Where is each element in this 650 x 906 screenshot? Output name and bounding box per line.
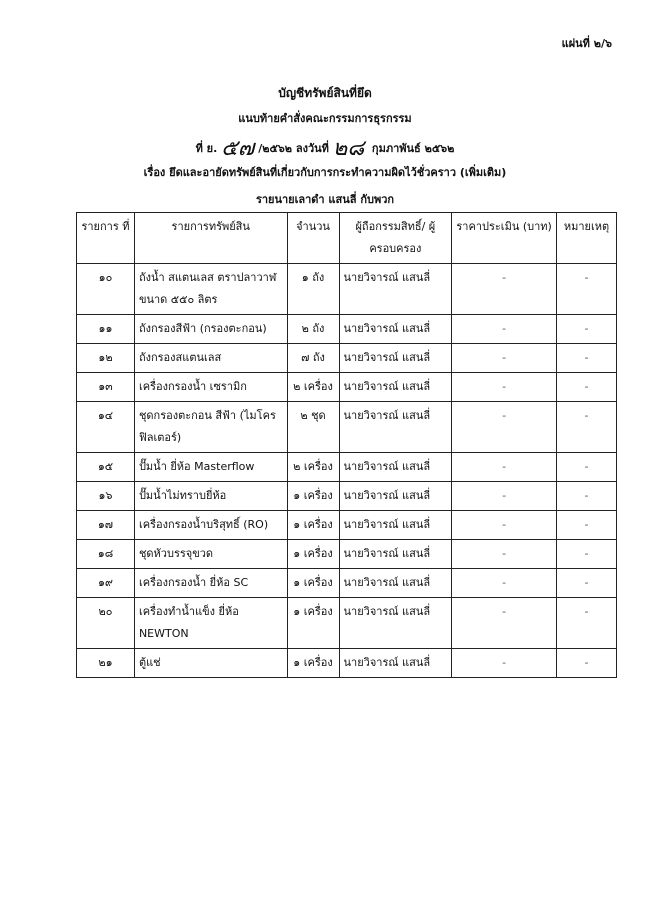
order-year: /๒๕๖๒ ลงวันที่	[258, 142, 329, 155]
cell-item: ชุดกรองตะกอน สีฟ้า (ไมโครฟิลเตอร์)	[134, 402, 287, 453]
cell-note: -	[556, 373, 616, 402]
order-prefix: ที่ ย.	[195, 142, 218, 155]
table-row	[77, 598, 617, 649]
cell-qty: ๑ ถัง	[287, 264, 339, 315]
cell-price: -	[452, 482, 557, 511]
cell-owner: นายวิจารณ์ แสนลี่	[339, 569, 452, 598]
cell-qty: ๒ ชุด	[287, 402, 339, 453]
cell-price: -	[452, 511, 557, 540]
cell-note: -	[556, 453, 616, 482]
cell-note: -	[556, 649, 616, 678]
cell-owner: นายวิจารณ์ แสนลี่	[339, 482, 452, 511]
table-row	[77, 264, 617, 315]
cell-owner: นายวิจารณ์ แสนลี่	[339, 453, 452, 482]
cell-item: ถังกรองสแตนเลส	[134, 344, 287, 373]
table-row	[77, 649, 617, 678]
cell-qty: ๑ เครื่อง	[287, 569, 339, 598]
cell-note: -	[556, 482, 616, 511]
cell-no: ๑๖	[77, 482, 135, 511]
cell-no: ๒๑	[77, 649, 135, 678]
cell-price: -	[452, 598, 557, 649]
table-row	[77, 540, 617, 569]
header-note: หมายเหตุ	[556, 213, 616, 264]
header-owner: ผู้ถือกรรมสิทธิ์/ ผู้ครอบครอง	[339, 213, 452, 264]
cell-price: -	[452, 344, 557, 373]
cell-qty: ๑ เครื่อง	[287, 540, 339, 569]
cell-no: ๑๔	[77, 402, 135, 453]
table-row	[77, 373, 617, 402]
header-price: ราคาประเมิน (บาท)	[452, 213, 557, 264]
document-subject: เรื่อง ยึดและอายัดทรัพย์สินที่เกี่ยวกับการกระทำความผิดไว้ชั่วคราว (เพิ่มเติม)	[143, 166, 507, 179]
cell-owner: นายวิจารณ์ แสนลี่	[339, 344, 452, 373]
cell-qty: ๗ ถัง	[287, 344, 339, 373]
cell-note: -	[556, 511, 616, 540]
cell-owner: นายวิจารณ์ แสนลี่	[339, 598, 452, 649]
cell-owner: นายวิจารณ์ แสนลี่	[339, 649, 452, 678]
cell-qty: ๑ เครื่อง	[287, 511, 339, 540]
header-qty: จำนวน	[287, 213, 339, 264]
cell-item: ชุดหัวบรรจุขวด	[134, 540, 287, 569]
cell-item: ปั๊มน้ำ ยี่ห้อ Masterflow	[134, 453, 287, 482]
cell-item: เครื่องกรองน้ำ เซรามิก	[134, 373, 287, 402]
cell-qty: ๑ เครื่อง	[287, 482, 339, 511]
cell-note: -	[556, 315, 616, 344]
cell-qty: ๒ เครื่อง	[287, 373, 339, 402]
cell-no: ๑๑	[77, 315, 135, 344]
cell-price: -	[452, 569, 557, 598]
cell-owner: นายวิจารณ์ แสนลี่	[339, 402, 452, 453]
document-title: บัญชีทรัพย์สินที่ยึด	[278, 86, 372, 100]
cell-qty: ๑ เครื่อง	[287, 598, 339, 649]
cell-no: ๑๓	[77, 373, 135, 402]
cell-item: ปั๊มน้ำไม่ทราบยี่ห้อ	[134, 482, 287, 511]
table-row	[77, 482, 617, 511]
assets-table	[76, 212, 617, 678]
cell-no: ๑๕	[77, 453, 135, 482]
cell-no: ๑๙	[77, 569, 135, 598]
cell-owner: นายวิจารณ์ แสนลี่	[339, 540, 452, 569]
cell-note: -	[556, 598, 616, 649]
cell-note: -	[556, 402, 616, 453]
table-row	[77, 453, 617, 482]
cell-qty: ๑ เครื่อง	[287, 649, 339, 678]
table-row	[77, 511, 617, 540]
cell-owner: นายวิจารณ์ แสนลี่	[339, 315, 452, 344]
order-number-handwritten: ๕๗	[221, 136, 255, 161]
cell-note: -	[556, 540, 616, 569]
cell-price: -	[452, 453, 557, 482]
order-day-handwritten: ๒๘	[332, 136, 365, 161]
cell-note: -	[556, 344, 616, 373]
cell-item: ถังกรองสีฟ้า (กรองตะกอน)	[134, 315, 287, 344]
cell-no: ๒๐	[77, 598, 135, 649]
cell-item: ตู้แช่	[134, 649, 287, 678]
cell-no: ๑๗	[77, 511, 135, 540]
table-row	[77, 569, 617, 598]
cell-no: ๑๘	[77, 540, 135, 569]
cell-qty: ๒ ถัง	[287, 315, 339, 344]
order-line	[0, 130, 650, 165]
header-no: รายการ ที่	[77, 213, 135, 264]
cell-no: ๑๐	[77, 264, 135, 315]
page-number: แผ่นที่ ๒/๖	[561, 37, 612, 50]
header-item: รายการทรัพย์สิน	[134, 213, 287, 264]
cell-note: -	[556, 264, 616, 315]
cell-price: -	[452, 264, 557, 315]
cell-price: -	[452, 315, 557, 344]
cell-price: -	[452, 402, 557, 453]
cell-no: ๑๒	[77, 344, 135, 373]
table-row	[77, 344, 617, 373]
order-month-year: กุมภาพันธ์ ๒๕๖๒	[371, 142, 455, 155]
table-row	[77, 402, 617, 453]
cell-qty: ๒ เครื่อง	[287, 453, 339, 482]
document-subtitle: แนบท้ายคำสั่งคณะกรรมการธุรกรรม	[238, 112, 412, 125]
list-name: รายนายเลาดำ แสนลี่ กับพวก	[255, 193, 395, 206]
cell-item: ถังน้ำ สแตนเลส ตราปลาวาฬ ขนาด ๕๕๐ ลิตร	[134, 264, 287, 315]
cell-price: -	[452, 373, 557, 402]
cell-price: -	[452, 649, 557, 678]
cell-owner: นายวิจารณ์ แสนลี่	[339, 373, 452, 402]
cell-price: -	[452, 540, 557, 569]
table-row	[77, 315, 617, 344]
cell-owner: นายวิจารณ์ แสนลี่	[339, 511, 452, 540]
cell-item: เครื่องกรองน้ำ ยี่ห้อ SC	[134, 569, 287, 598]
table-header-row	[77, 213, 617, 264]
cell-item: เครื่องกรองน้ำบริสุทธิ์ (RO)	[134, 511, 287, 540]
cell-owner: นายวิจารณ์ แสนลี่	[339, 264, 452, 315]
cell-note: -	[556, 569, 616, 598]
cell-item: เครื่องทำน้ำแข็ง ยี่ห้อ NEWTON	[134, 598, 287, 649]
